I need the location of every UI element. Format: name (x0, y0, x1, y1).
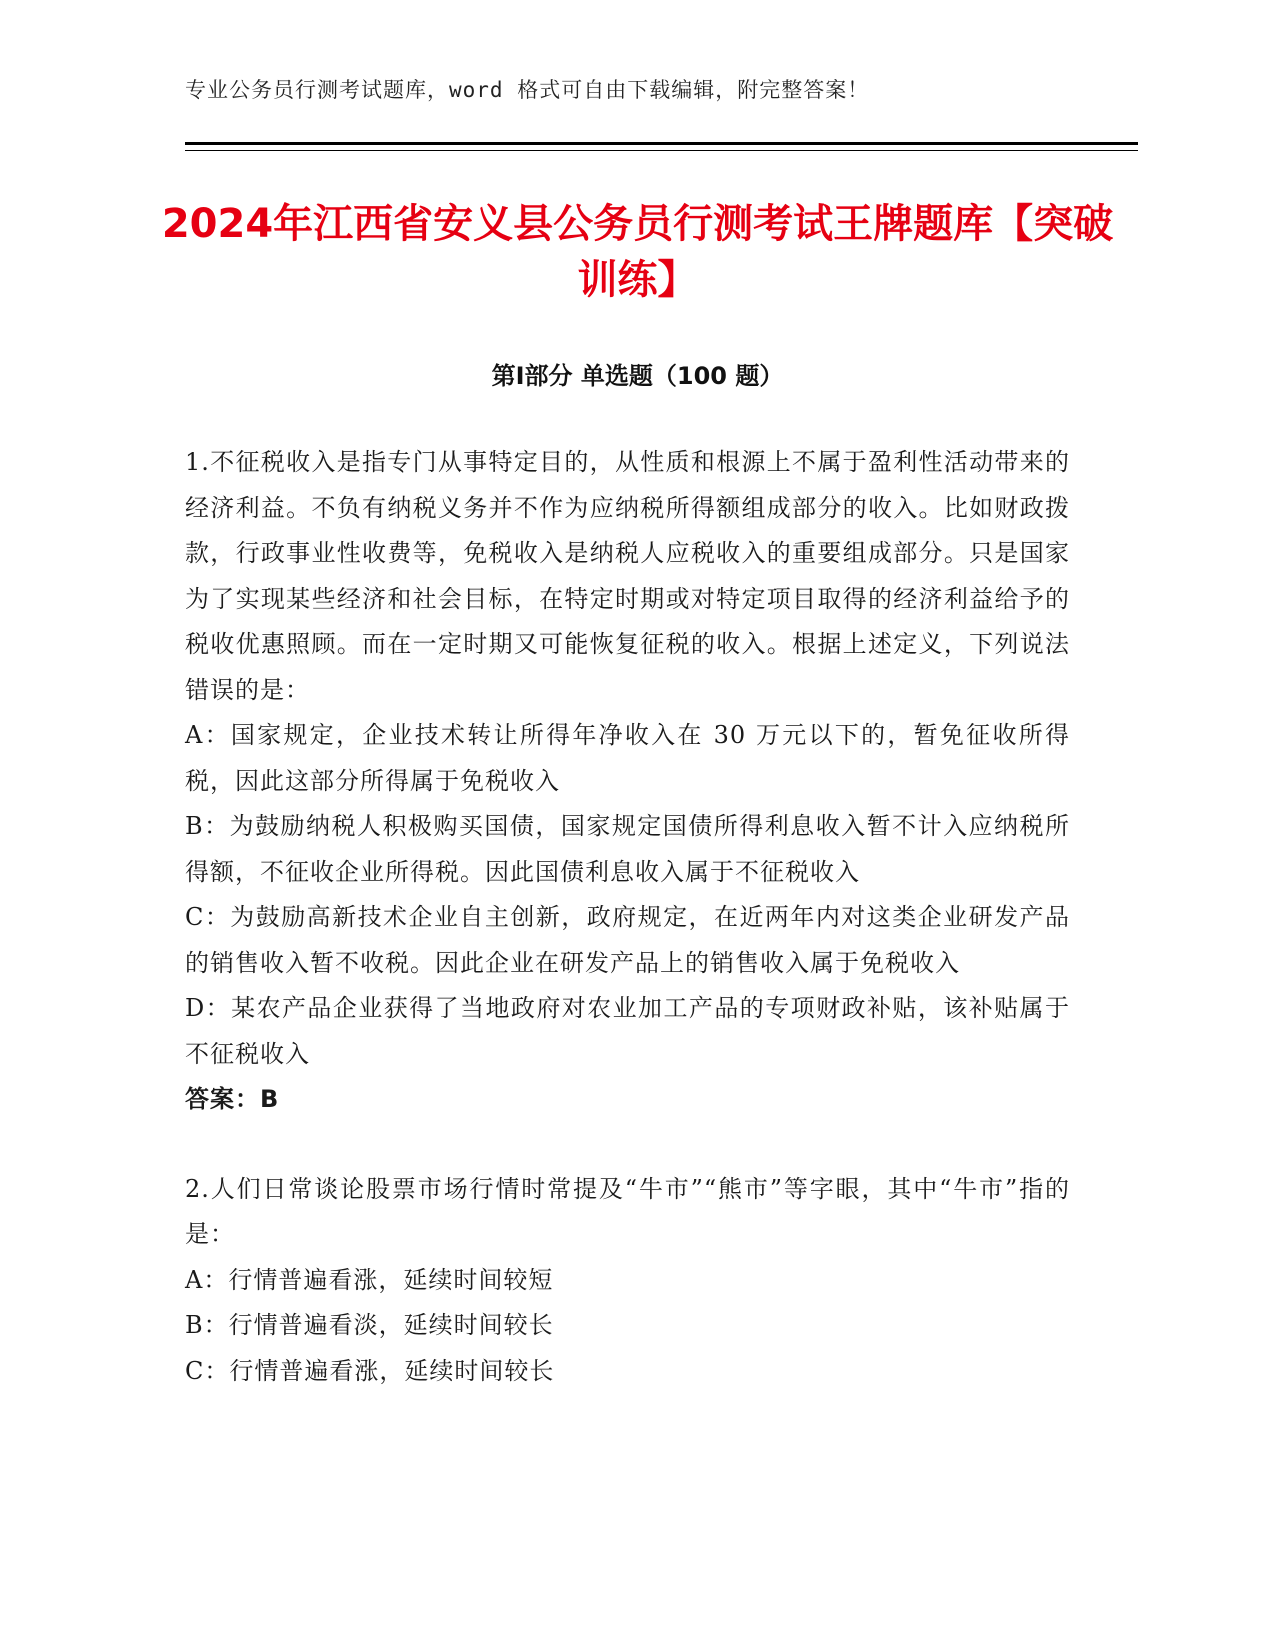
answer: 答案：B (185, 1085, 280, 1113)
option-d: D：某农产品企业获得了当地政府对农业加工产品的专项财政补贴，该补贴属于不征税收入 (185, 994, 1070, 1068)
option-a: A：国家规定，企业技术转让所得年净收入在 30 万元以下的，暂免征收所得税，因此这部分所得属于免税收入 (185, 721, 1070, 795)
questions-list (185, 440, 1070, 1394)
option-b: B：行情普遍看淡，延续时间较长 (185, 1311, 554, 1339)
question-spacer (185, 1123, 1070, 1167)
option-b: B：为鼓励纳税人积极购买国债，国家规定国债所得利息收入暂不计入应纳税所得额，不征收企业所得税。因此国债利息收入属于不征税收入 (185, 812, 1070, 886)
option-c: C：为鼓励高新技术企业自主创新，政府规定，在近两年内对这类企业研发产品的销售收入暂不收税。因此企业在研发产品上的销售收入属于免税收入 (185, 903, 1070, 977)
question-2 (185, 1167, 1070, 1395)
question-stem: 1.不征税收入是指专门从事特定目的，从性质和根源上不属于盈利性活动带来的经济利益。不负有纳税义务并不作为应纳税所得额组成部分的收入。比如财政拨款，行政事业性收费等，免税收入是纳税人应税收入的重要组成部分。只是国家为了实现某些经济和社会目标，在特定时期或对特定项目取得的经济利益给予的税收优惠照顾。而在一定时期又可能恢复征税的收入。根据上述定义，下列说法错误的是： (185, 448, 1070, 704)
header-rule-thin (185, 150, 1138, 151)
header-rule-thick (185, 142, 1138, 145)
question-stem: 2.人们日常谈论股票市场行情时常提及“牛市”“熊市”等字眼，其中“牛市”指的是： (185, 1174, 1070, 1248)
section-title: 第Ⅰ部分 单选题（100 题） (491, 362, 784, 390)
document-title: 2024年江西省安义县公务员行测考试王牌题库【突破训练】 (161, 201, 1114, 303)
header-note: 专业公务员行测考试题库，word 格式可自由下载编辑，附完整答案！ (185, 78, 870, 102)
option-a: A：行情普遍看涨，延续时间较短 (185, 1265, 554, 1294)
question-1 (185, 440, 1070, 1123)
option-c: C：行情普遍看涨，延续时间较长 (185, 1356, 555, 1385)
